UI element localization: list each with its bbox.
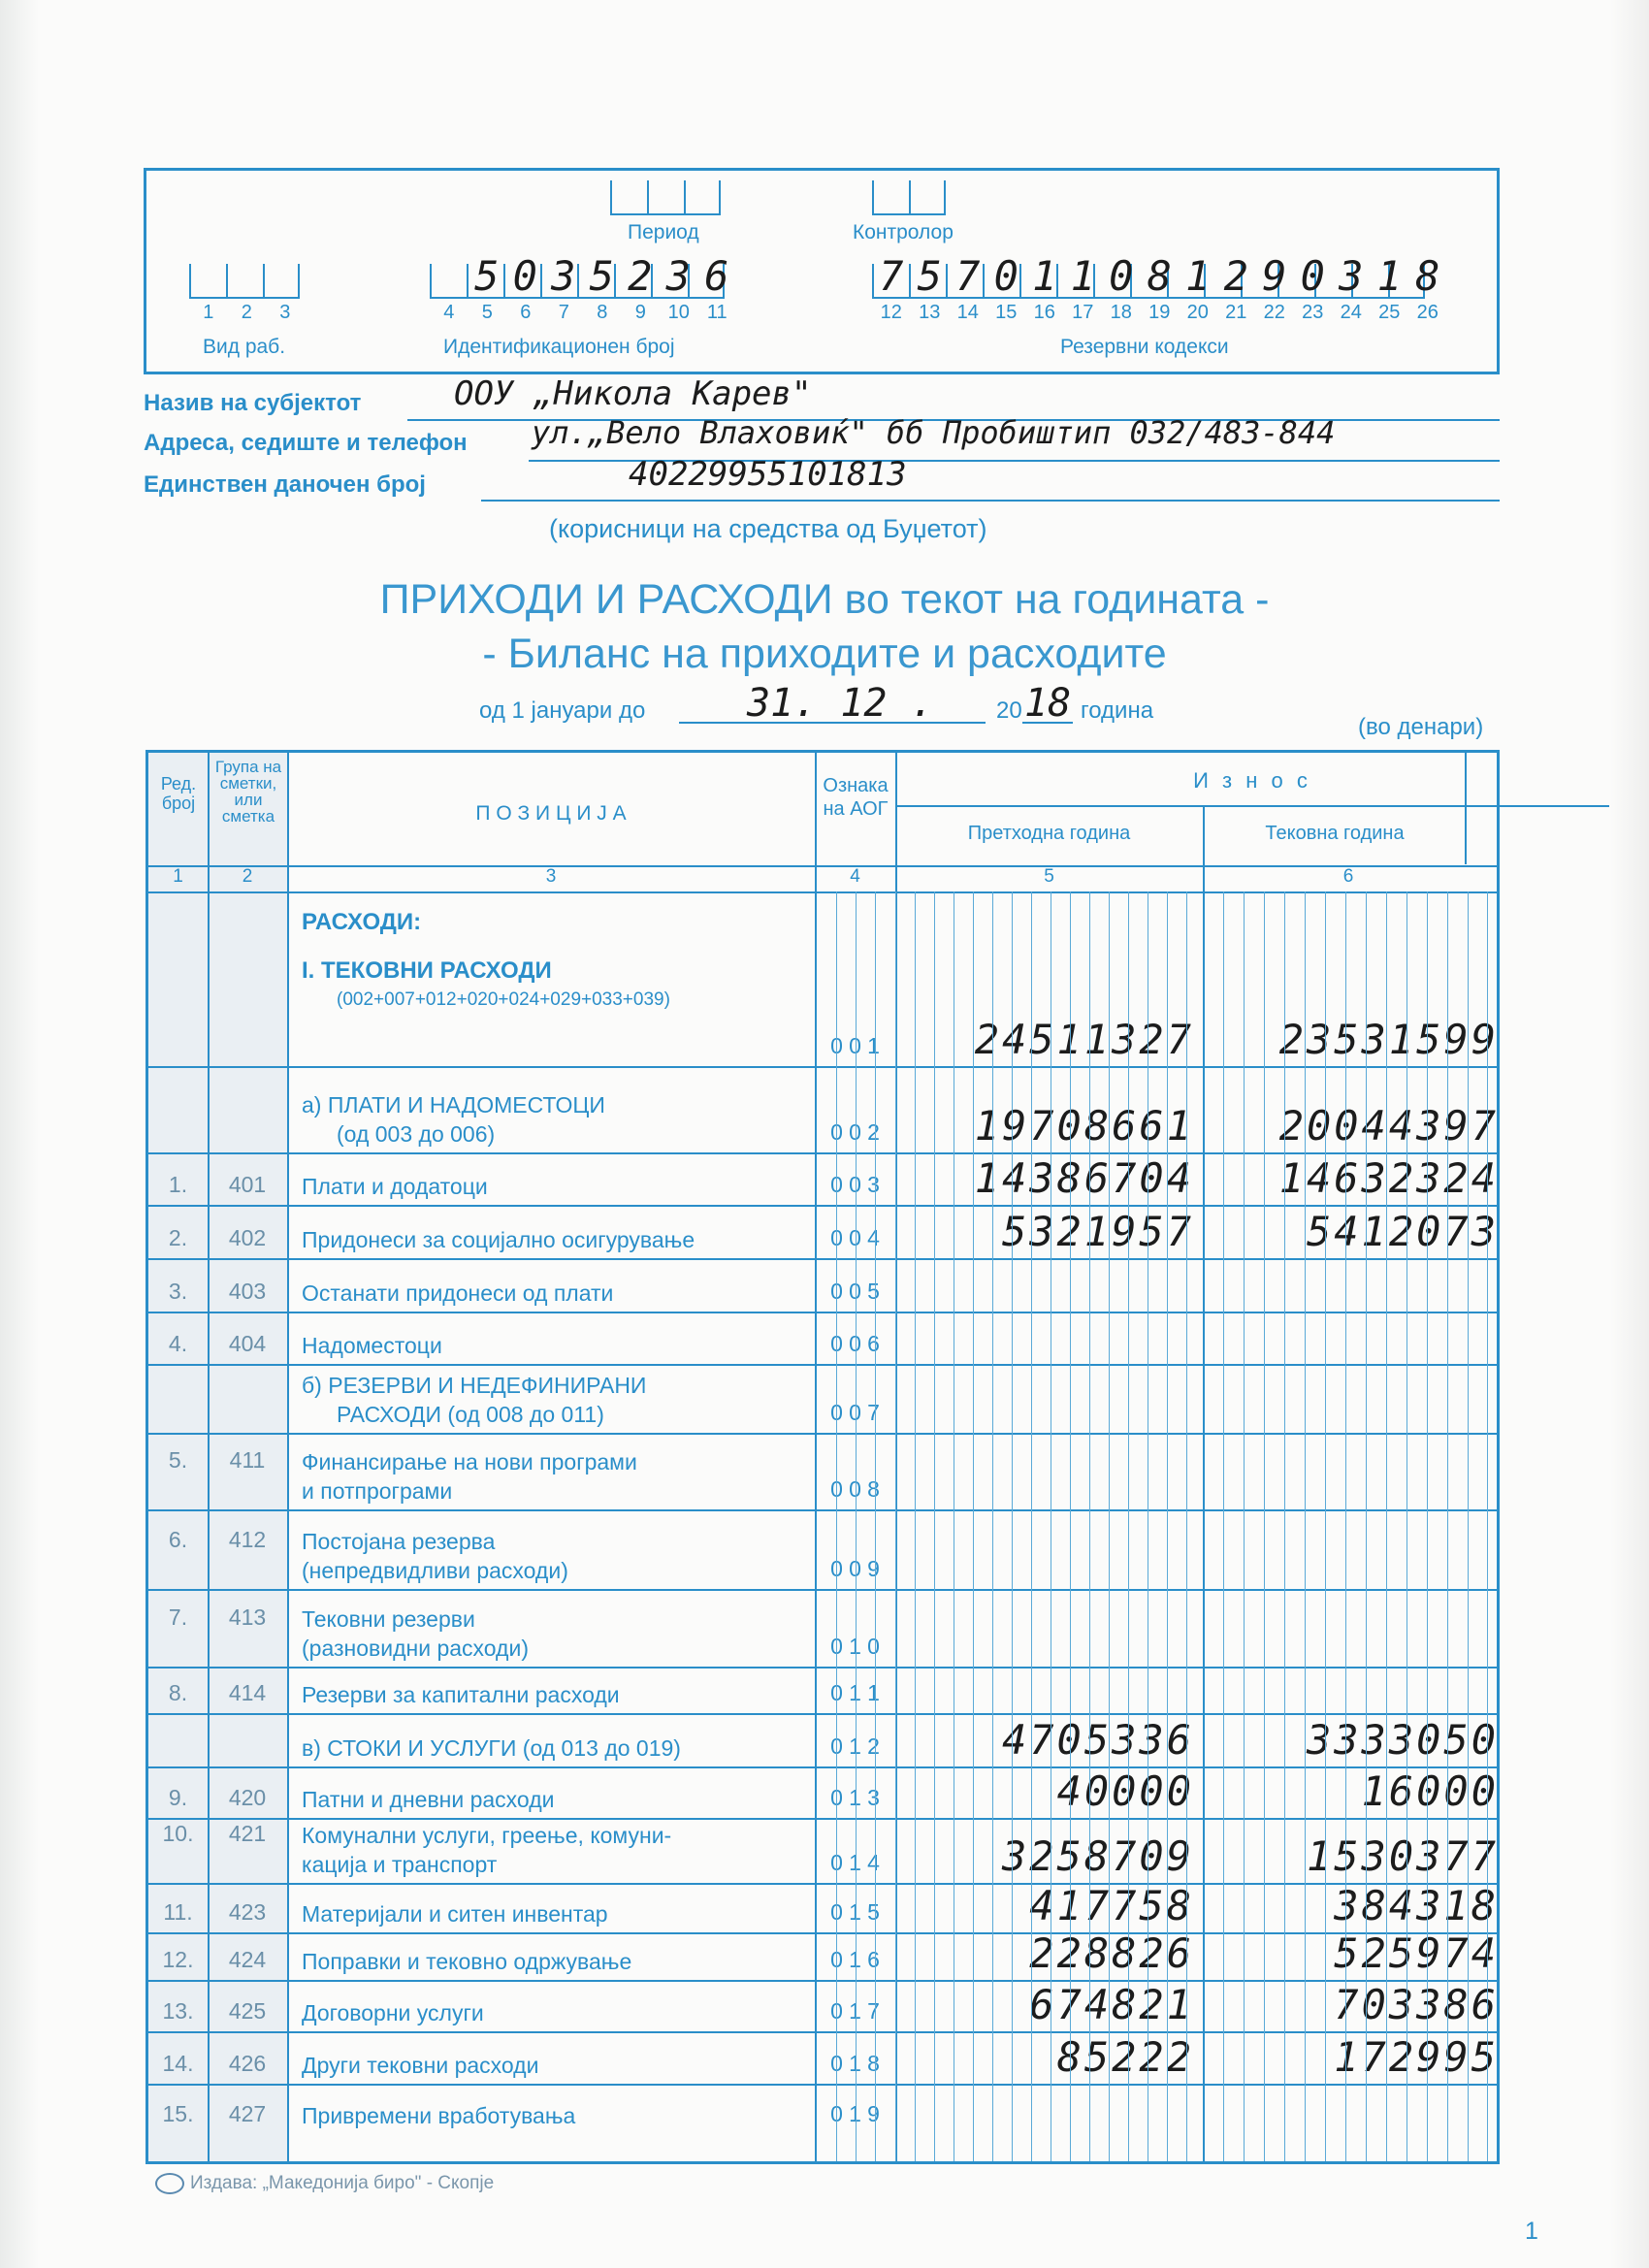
aog-digit: 2 — [867, 1119, 880, 1145]
aog-digit: 1 — [849, 1785, 861, 1810]
aog-digit: 1 — [849, 1899, 861, 1925]
prev-year-amount[interactable]: 85222 — [1056, 2033, 1194, 2081]
aog-digit: 7 — [867, 1998, 880, 2024]
aog-digit: 0 — [830, 1733, 843, 1759]
digit-cell: 2 — [628, 252, 653, 300]
digit-cell: 14 — [956, 302, 979, 323]
digit-cell: 20 — [1186, 302, 1209, 323]
curr-year-header: Тековна година — [1265, 823, 1405, 844]
digit-cell: 5 — [481, 302, 493, 323]
amount-grid-line — [1305, 891, 1306, 2161]
id-label: Идентификационен број — [443, 336, 675, 358]
row-account: 426 — [228, 2051, 267, 2076]
amount-grid-line — [934, 891, 935, 2161]
row-account: 401 — [228, 1172, 267, 1197]
amount-grid-line — [1366, 891, 1367, 2161]
digit-cell: 10 — [667, 302, 690, 323]
digit-cell: 0 — [1109, 252, 1134, 300]
row-label: Патни и дневни расходи — [302, 1787, 555, 1812]
amount-grid-line — [1031, 891, 1032, 2161]
digit-cell: 3 — [665, 252, 691, 300]
aog-digit: 0 — [849, 1119, 861, 1145]
row-divider — [148, 1364, 1497, 1366]
col-position-header: П О З И Ц И Ј А — [475, 802, 627, 825]
aog-digit: 0 — [830, 1899, 843, 1925]
curr-year-amount[interactable]: 1530377 — [1306, 1832, 1499, 1880]
row-divider — [148, 1205, 1497, 1207]
col-num-3: 3 — [545, 866, 557, 887]
row-account: 421 — [228, 1821, 267, 1846]
row-label-cont: (разновидни расходи) — [302, 1636, 529, 1661]
col-account-header: Група на сметки, или сметка — [214, 758, 282, 826]
amount-grid-line — [1284, 891, 1285, 2161]
prev-year-amount[interactable]: 3258709 — [1001, 1832, 1194, 1880]
row-label: Тековни резерви — [302, 1606, 475, 1632]
aog-digit: 0 — [830, 1785, 843, 1810]
digit-cell: 5 — [917, 252, 942, 300]
digit-cell: 1 — [1032, 252, 1057, 300]
reserve-value — [872, 252, 1447, 300]
row-label: а) ПЛАТИ И НАДОМЕСТОЦИ — [302, 1092, 605, 1118]
aog-digit: 0 — [867, 1634, 880, 1659]
amount-grid-line — [895, 891, 896, 2161]
row-number: 9. — [168, 1785, 188, 1810]
col-aog-header: Ознака на АОГ — [823, 775, 889, 820]
amount-grid-line — [1406, 891, 1407, 2161]
current-expenses-formula: (002+007+012+020+024+029+033+039) — [337, 989, 670, 1010]
subject-name-label: Назив на субјектот — [144, 390, 362, 416]
period-label: Период — [628, 221, 699, 243]
aog-digit: 0 — [849, 1556, 861, 1581]
aog-digit: 0 — [849, 1279, 861, 1304]
amount-grid-line — [915, 891, 916, 2161]
aog-digit: 0 — [830, 2101, 843, 2126]
row-divider — [148, 1433, 1497, 1435]
aog-digit: 9 — [867, 1556, 880, 1581]
aog-digit: 1 — [867, 1033, 880, 1058]
expenses-table — [146, 750, 1500, 2164]
section-expenses: РАСХОДИ: — [302, 909, 422, 935]
aog-digit: 0 — [830, 1476, 843, 1502]
row-account: 402 — [228, 1225, 267, 1250]
digit-cell: 5 — [474, 252, 500, 300]
prev-year-amount[interactable]: 40000 — [1056, 1767, 1194, 1815]
row-account: 425 — [228, 1998, 267, 2024]
prev-year-amount[interactable]: 228826 — [1029, 1929, 1194, 1977]
aog-digit: 1 — [867, 1680, 880, 1705]
row-label: Материјали и ситен инвентар — [302, 1901, 608, 1927]
digit-cell: 13 — [919, 302, 941, 323]
row-account: 424 — [228, 1947, 267, 1972]
digit-cell: 5 — [589, 252, 614, 300]
digit-cell: 23 — [1302, 302, 1324, 323]
digit-cell: 9 — [634, 302, 646, 323]
aog-grid-line — [836, 891, 837, 2161]
aog-digit: 1 — [849, 1634, 861, 1659]
digit-cell: 22 — [1263, 302, 1285, 323]
year-suffix: година — [1081, 697, 1154, 724]
digit-cell: 12 — [880, 302, 902, 323]
row-number: 8. — [168, 1680, 188, 1705]
digit-cell: 0 — [1300, 252, 1325, 300]
amount-grid-line — [1325, 891, 1326, 2161]
col-num-6: 6 — [1342, 866, 1354, 887]
row-account: 412 — [228, 1527, 267, 1552]
digit-cell: 3 — [1339, 252, 1364, 300]
row-number: 13. — [162, 1998, 194, 2024]
period-boxes[interactable] — [610, 180, 721, 215]
digit-cell: 17 — [1072, 302, 1094, 323]
amount-grid-line — [1223, 891, 1224, 2161]
row-account: 403 — [228, 1279, 267, 1304]
aog-digit: 0 — [849, 1225, 861, 1250]
header-box — [144, 168, 1500, 374]
control-boxes[interactable] — [872, 180, 946, 215]
aog-digit: 0 — [830, 1279, 843, 1304]
row-label: Плати и додатоци — [302, 1174, 488, 1199]
prev-year-amount[interactable]: 14386704 — [974, 1154, 1194, 1202]
tax-number-value[interactable]: 4022995510181З — [629, 455, 907, 494]
form-title-line1: ПРИХОДИ И РАСХОДИ во текот на годината - — [379, 576, 1270, 623]
aog-grid-line — [875, 891, 876, 2161]
digit-cell: 6 — [704, 252, 729, 300]
row-label: Останати придонеси од плати — [302, 1280, 614, 1306]
section-current-expenses: I. ТЕКОВНИ РАСХОДИ — [302, 957, 552, 984]
subject-name-value[interactable]: ООУ „Никола Карев" — [454, 374, 812, 413]
aog-digit: 0 — [830, 1634, 843, 1659]
row-divider — [148, 1066, 1497, 1068]
digit-cell: 26 — [1416, 302, 1439, 323]
row-account: 411 — [229, 1447, 266, 1473]
row-number: 14. — [162, 2051, 194, 2076]
curr-year-amount[interactable]: 703386 — [1334, 1981, 1499, 2028]
address-value[interactable]: ул.„Вело Влаховиќ" бб Пробиштип 032/483-844 — [532, 414, 1336, 451]
aog-digit: 6 — [867, 1331, 880, 1356]
row-label-cont: кација и транспорт — [302, 1852, 498, 1877]
vid-boxes[interactable] — [189, 264, 300, 299]
row-divider — [148, 1312, 1497, 1313]
digit-cell: 7 — [955, 252, 981, 300]
aog-grid-line — [856, 891, 857, 2161]
digit-cell: 15 — [995, 302, 1018, 323]
col-no-header: Ред. број — [160, 774, 197, 813]
tax-number-line — [481, 500, 1500, 502]
row-label: Други тековни расходи — [302, 2053, 539, 2078]
digit-cell: 1 — [1376, 252, 1402, 300]
aog-digit: 8 — [867, 1476, 880, 1502]
row-number: 5. — [168, 1447, 188, 1473]
amount-header: И з н о с — [1193, 768, 1311, 793]
amount-grid-line — [992, 891, 993, 2161]
row-number: 11. — [163, 1899, 193, 1925]
digit-cell: 0 — [512, 252, 537, 300]
amount-divider — [895, 805, 1609, 807]
reserve-label: Резервни кодекси — [1060, 336, 1229, 358]
control-label: Контролор — [853, 221, 954, 243]
row-label: Надоместоци — [302, 1333, 442, 1358]
row-divider — [148, 1980, 1497, 1982]
digit-cell: 8 — [1415, 252, 1440, 300]
prev-year-amount[interactable]: 674821 — [1029, 1981, 1194, 2028]
aog-digit: 3 — [867, 1172, 880, 1197]
row-number: 1. — [168, 1172, 188, 1197]
publisher-note: Издава: „Македонија биро" - Скопје — [155, 2173, 494, 2194]
amount-grid-line — [1012, 891, 1013, 2161]
row-account: 414 — [228, 1680, 267, 1705]
row-divider — [148, 2031, 1497, 2033]
aog-digit: 1 — [849, 2101, 861, 2126]
row-divider — [148, 1258, 1497, 1260]
row-label-cont: РАСХОДИ (од 008 до 011) — [337, 1402, 604, 1427]
prev-year-amount[interactable]: 4705336 — [1001, 1716, 1194, 1764]
row-label-cont: (од 003 до 006) — [337, 1121, 496, 1147]
aog-digit: 0 — [830, 1850, 843, 1875]
aog-digit: 8 — [867, 2051, 880, 2076]
aog-digit: 1 — [849, 1998, 861, 2024]
row-number: 12. — [162, 1947, 194, 1972]
aog-digit: 1 — [849, 2051, 861, 2076]
address-label: Адреса, седиште и телефон — [144, 430, 468, 456]
row-number: 4. — [168, 1331, 188, 1356]
amount-grid-line — [1487, 891, 1488, 2161]
row-divider — [148, 1589, 1497, 1591]
col-divider — [1203, 805, 1205, 2161]
row-divider — [148, 1766, 1497, 1768]
form-title-line2: - Биланс на приходите и расходите — [482, 631, 1167, 677]
row-divider — [148, 2084, 1497, 2086]
row-label: Привремени вработувања — [302, 2103, 576, 2128]
aog-digit: 0 — [830, 2051, 843, 2076]
curr-year-amount[interactable]: 14632324 — [1278, 1154, 1499, 1202]
vid-digit-row — [189, 302, 305, 324]
amount-grid-line — [1386, 891, 1387, 2161]
row-label: Резерви за капитални расходи — [302, 1682, 620, 1707]
year-value[interactable]: 18 — [1024, 681, 1072, 726]
aog-digit: 1 — [849, 1680, 861, 1705]
curr-year-amount[interactable]: 172995 — [1334, 2033, 1499, 2081]
row-label: в) СТОКИ И УСЛУГИ (од 013 до 019) — [302, 1735, 681, 1761]
amount-grid-line — [1427, 891, 1428, 2161]
row-label: Договорни услуги — [302, 2000, 484, 2025]
row-account: 423 — [228, 1899, 267, 1925]
aog-digit: 0 — [849, 1476, 861, 1502]
digit-cell: 0 — [993, 252, 1018, 300]
aog-digit: 1 — [849, 1947, 861, 1972]
digit-cell: 1 — [1070, 252, 1095, 300]
row-account: 413 — [228, 1604, 267, 1630]
row-label: Поправки и тековно одржување — [302, 1949, 632, 1974]
aog-digit: 0 — [849, 1172, 861, 1197]
row-label-cont: и потпрограми — [302, 1478, 453, 1504]
prev-year-amount[interactable]: 19708661 — [974, 1102, 1194, 1150]
digit-cell: 25 — [1378, 302, 1401, 323]
amount-grid-line — [1167, 891, 1168, 2161]
row-label-cont: (непредвидливи расходи) — [302, 1558, 568, 1583]
row-number: 10. — [162, 1821, 194, 1846]
digit-cell: 2 — [241, 302, 252, 323]
col-divider — [815, 753, 817, 2161]
row-number: 7. — [168, 1604, 188, 1630]
amount-grid-line — [1264, 891, 1265, 2161]
col-num-5: 5 — [1044, 866, 1054, 887]
amount-grid-line — [1186, 891, 1187, 2161]
curr-year-amount[interactable]: 384318 — [1334, 1882, 1499, 1929]
aog-digit: 0 — [830, 1331, 843, 1356]
prev-year-amount[interactable]: 24511327 — [974, 1016, 1194, 1063]
year-prefix: 20 — [996, 697, 1022, 724]
col-num-2: 2 — [242, 866, 253, 887]
digit-cell: 6 — [520, 302, 532, 323]
row-account: 427 — [228, 2101, 267, 2126]
aog-digit: 9 — [867, 2101, 880, 2126]
id-digit-row — [430, 302, 736, 324]
amount-grid-line — [1089, 891, 1090, 2161]
row-label: Придонеси за социјално осигурување — [302, 1227, 695, 1252]
aog-digit: 2 — [867, 1733, 880, 1759]
aog-digit: 0 — [830, 1400, 843, 1425]
col-num-1: 1 — [173, 866, 183, 887]
curr-year-amount[interactable]: 16000 — [1361, 1767, 1499, 1815]
col-num-4: 4 — [850, 866, 860, 887]
amount-grid-line — [1244, 891, 1245, 2161]
row-number: 3. — [168, 1279, 188, 1304]
prev-year-amount[interactable]: 417758 — [1029, 1882, 1194, 1929]
aog-digit: 0 — [830, 1556, 843, 1581]
aog-digit: 0 — [830, 1172, 843, 1197]
header-divider — [148, 891, 1497, 893]
aog-digit: 0 — [849, 1331, 861, 1356]
aog-digit: 0 — [830, 1680, 843, 1705]
amount-grid-line — [1447, 891, 1448, 2161]
currency-note: (во денари) — [1358, 714, 1484, 740]
digit-cell: 3 — [551, 252, 576, 300]
row-account: 420 — [228, 1785, 267, 1810]
aog-digit: 6 — [867, 1947, 880, 1972]
amount-grid-line — [1070, 891, 1071, 2161]
row-divider — [148, 1932, 1497, 1934]
row-label: Финансирање на нови програми — [302, 1449, 637, 1474]
aog-digit: 0 — [830, 1947, 843, 1972]
date-prefix: од 1 јануари до — [479, 697, 646, 724]
row-divider — [148, 1509, 1497, 1511]
col-divider — [287, 753, 289, 2161]
digit-cell: 19 — [1148, 302, 1171, 323]
id-value — [468, 252, 736, 300]
aog-digit: 0 — [830, 1998, 843, 2024]
tax-number-label: Единствен даночен број — [144, 471, 426, 498]
page-number: 1 — [1525, 2218, 1538, 2245]
digit-cell: 9 — [1262, 252, 1287, 300]
curr-year-amount[interactable]: 525974 — [1334, 1929, 1499, 1977]
aog-digit: 4 — [867, 1850, 880, 1875]
curr-year-amount[interactable]: 23531599 — [1278, 1016, 1499, 1063]
aog-digit: 0 — [849, 1033, 861, 1058]
aog-digit: 0 — [849, 1400, 861, 1425]
prev-year-amount[interactable]: 5321957 — [1001, 1208, 1194, 1255]
curr-year-amount[interactable]: 3333050 — [1306, 1716, 1499, 1764]
prev-year-header: Претходна година — [967, 823, 1131, 844]
digit-cell: 7 — [879, 252, 904, 300]
amount-grid-line — [973, 891, 974, 2161]
digit-cell: 21 — [1225, 302, 1247, 323]
digit-cell: 16 — [1033, 302, 1055, 323]
digit-cell: 8 — [597, 302, 608, 323]
amount-grid-line — [1468, 891, 1469, 2161]
row-account: 404 — [228, 1331, 267, 1356]
amount-grid-line — [1109, 891, 1110, 2161]
row-divider — [148, 1667, 1497, 1669]
row-label: б) РЕЗЕРВИ И НЕДЕФИНИРАНИ — [302, 1373, 647, 1398]
amount-grid-line — [1345, 891, 1346, 2161]
curr-year-amount[interactable]: 20044397 — [1278, 1102, 1499, 1150]
digit-cell: 18 — [1110, 302, 1132, 323]
aog-digit: 5 — [867, 1899, 880, 1925]
aog-digit: 5 — [867, 1279, 880, 1304]
vid-label: Вид раб. — [203, 336, 286, 358]
row-number: 15. — [162, 2101, 194, 2126]
row-divider — [148, 1818, 1497, 1820]
budget-users-note: (корисници на средства од Буџетот) — [549, 514, 987, 543]
digit-cell: 3 — [279, 302, 291, 323]
aog-digit: 4 — [867, 1225, 880, 1250]
digit-cell: 2 — [1223, 252, 1248, 300]
digit-cell: 24 — [1340, 302, 1362, 323]
row-divider — [148, 1713, 1497, 1715]
curr-year-amount[interactable]: 5412073 — [1306, 1208, 1499, 1255]
aog-digit: 0 — [830, 1033, 843, 1058]
aog-digit: 1 — [849, 1733, 861, 1759]
aog-digit: 3 — [867, 1785, 880, 1810]
publisher-logo-icon — [155, 2173, 184, 2194]
digit-cell: 4 — [443, 302, 455, 323]
row-divider — [148, 1883, 1497, 1885]
aog-digit: 0 — [830, 1225, 843, 1250]
digit-cell: 1 — [1185, 252, 1211, 300]
date-value[interactable]: 31. 12 . — [747, 681, 934, 726]
aog-digit: 0 — [830, 1119, 843, 1145]
row-number: 2. — [168, 1225, 188, 1250]
aog-digit: 7 — [867, 1400, 880, 1425]
aog-digit: 1 — [849, 1850, 861, 1875]
digit-cell: 8 — [1147, 252, 1172, 300]
digit-cell: 1 — [203, 302, 214, 323]
row-label: Постојана резерва — [302, 1529, 496, 1554]
row-number: 6. — [168, 1527, 188, 1552]
reserve-digit-row — [872, 302, 1447, 324]
amount-grid-line — [1128, 891, 1129, 2161]
digit-cell: 7 — [558, 302, 569, 323]
digit-cell: 11 — [706, 302, 728, 323]
row-label: Комунални услуги, греење, комуни- — [302, 1823, 672, 1848]
